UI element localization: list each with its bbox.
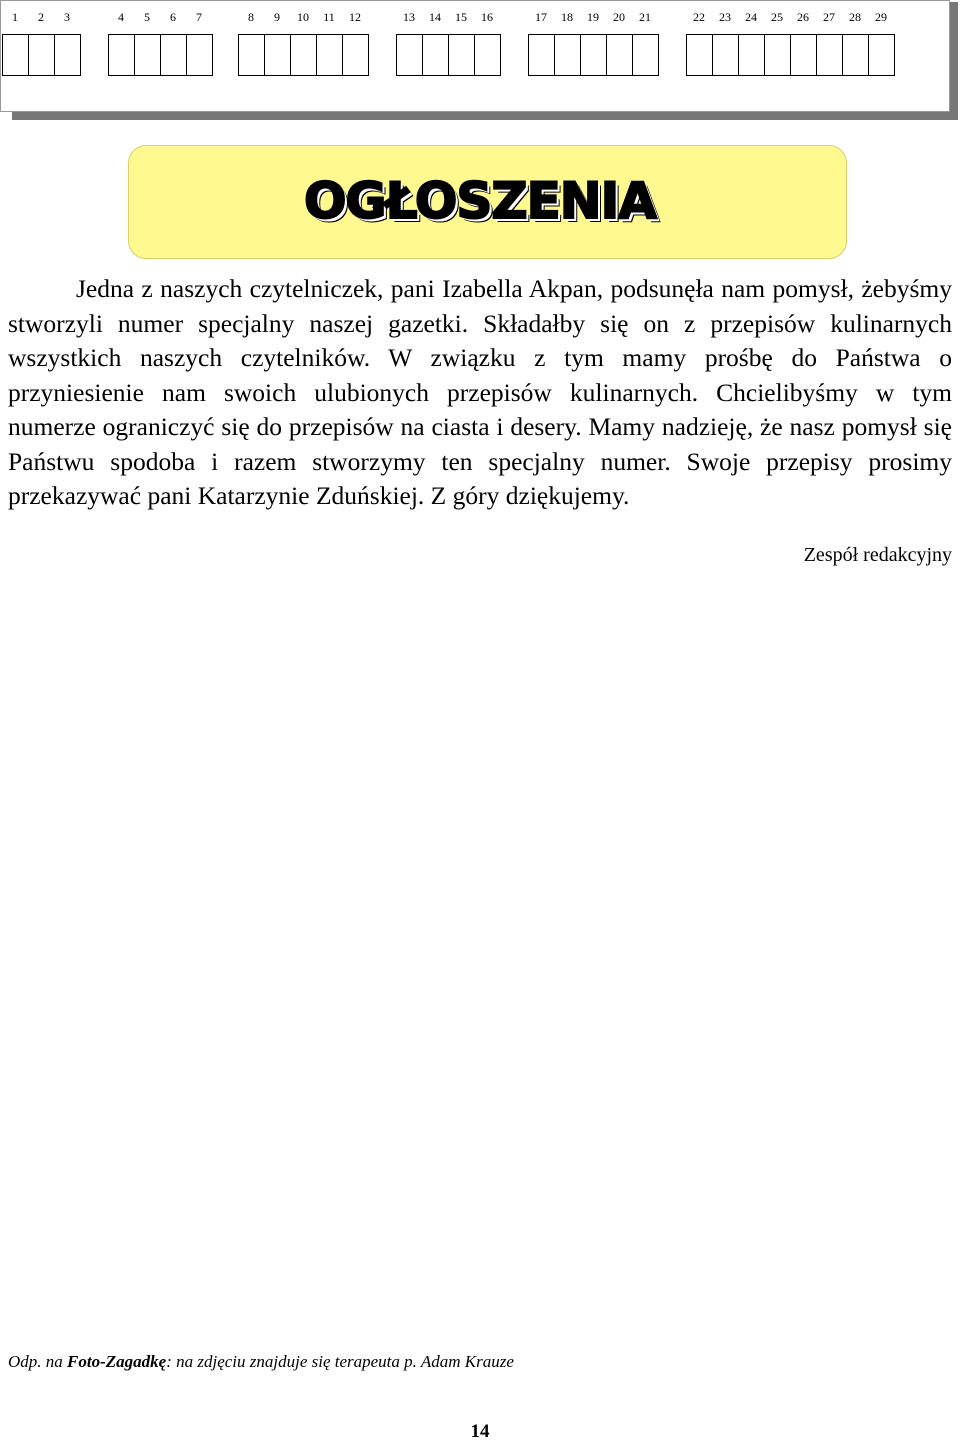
- grid-cell[interactable]: [765, 35, 791, 76]
- grid-cell[interactable]: [187, 35, 213, 76]
- grid-cell[interactable]: [109, 35, 135, 76]
- grid-number: 3: [64, 9, 70, 24]
- grid-numbers: [108, 0, 213, 34]
- grid-numbers: [2, 0, 81, 34]
- grid-numbers: [528, 0, 659, 34]
- grid-number: 26: [797, 9, 809, 24]
- grid-number: 15: [455, 9, 467, 24]
- grid-cells: [396, 34, 501, 76]
- grid-group: [686, 0, 895, 76]
- grid-number: 16: [481, 9, 493, 24]
- grid-cell[interactable]: [607, 35, 633, 76]
- grid-number: 24: [745, 9, 757, 24]
- grid-cell[interactable]: [791, 35, 817, 76]
- grid-cells: [686, 34, 895, 76]
- page-number: 14: [470, 1421, 490, 1442]
- grid-cell[interactable]: [291, 35, 317, 76]
- grid-cell[interactable]: [713, 35, 739, 76]
- grid-number: 17: [535, 9, 547, 24]
- grid-cell[interactable]: [475, 35, 501, 76]
- grid-cell[interactable]: [581, 35, 607, 76]
- grid-number: 18: [561, 9, 573, 24]
- photo-riddle-answer: [8, 1352, 514, 1372]
- grid-number: 20: [613, 9, 625, 24]
- grid-cells: [528, 34, 659, 76]
- banner-title: OGŁOSZENIA: [304, 172, 656, 230]
- grid-number: 22: [693, 9, 705, 24]
- grid-cell[interactable]: [265, 35, 291, 76]
- grid-cell[interactable]: [239, 35, 265, 76]
- grid-group: [396, 0, 501, 76]
- grid-group: [238, 0, 369, 76]
- grid-number: 29: [875, 9, 887, 24]
- grid-cell[interactable]: [869, 35, 895, 76]
- grid-number: 6: [170, 9, 176, 24]
- grid-cell[interactable]: [529, 35, 555, 76]
- grid-cells: [2, 34, 81, 76]
- grid-number: 11: [323, 9, 335, 24]
- grid-cells: [108, 34, 213, 76]
- grid-number: 4: [118, 9, 124, 24]
- grid-number: 25: [771, 9, 783, 24]
- grid-number: 9: [274, 9, 280, 24]
- grid-group: [2, 0, 81, 76]
- grid-cell[interactable]: [55, 35, 81, 76]
- grid-cell[interactable]: [161, 35, 187, 76]
- grid-cell[interactable]: [343, 35, 369, 76]
- answer-prefix: Odp. na: [8, 1352, 68, 1371]
- grid-cell[interactable]: [397, 35, 423, 76]
- grid-shadow: [12, 112, 958, 120]
- grid-number: 5: [144, 9, 150, 24]
- grid-cells: [238, 34, 369, 76]
- announcement-article: [8, 272, 952, 514]
- grid-cell[interactable]: [423, 35, 449, 76]
- grid-cell[interactable]: [633, 35, 659, 76]
- grid-number: 1: [12, 9, 18, 24]
- grid-numbers: [396, 0, 501, 34]
- grid-number: 19: [587, 9, 599, 24]
- grid-number: 10: [297, 9, 309, 24]
- grid-cell[interactable]: [449, 35, 475, 76]
- grid-number: 12: [349, 9, 361, 24]
- grid-numbers: [238, 0, 369, 34]
- article-body: Jedna z naszych czytelniczek, pani Izabella Akpan, podsunęła nam pomysł, żebyśmy stworzyli numer specjalny naszej gazetki. Składałby się on z przepisów kulinarnych wszystkich naszych czytelników. W związku z tym mamy prośbę do Państwa o przyniesienie nam swoich ulubionych przepisów kulinarnych. Chcielibyśmy w tym numerze ograniczyć się do przepisów na ciasta i desery. Mamy nadzieję, że nasz pomysł się Państwu spodoba i razem stworzymy ten specjalny numer. Swoje przepisy prosimy przekazywać pani Katarzynie Zduńskiej. Z góry dziękujemy.: [8, 274, 952, 510]
- grid-group: [108, 0, 213, 76]
- article-signature: Zespół redakcyjny: [803, 544, 952, 566]
- grid-cell[interactable]: [687, 35, 713, 76]
- grid-cell[interactable]: [29, 35, 55, 76]
- grid-number: 23: [719, 9, 731, 24]
- grid-number: 14: [429, 9, 441, 24]
- grid-number: 8: [248, 9, 254, 24]
- crossword-answer-grid: [0, 0, 952, 112]
- grid-cell[interactable]: [3, 35, 29, 76]
- grid-cell[interactable]: [843, 35, 869, 76]
- grid-cell[interactable]: [555, 35, 581, 76]
- grid-cell[interactable]: [817, 35, 843, 76]
- grid-number: 2: [38, 9, 44, 24]
- grid-cell[interactable]: [317, 35, 343, 76]
- grid-group: [528, 0, 659, 76]
- grid-number: 13: [403, 9, 415, 24]
- grid-numbers: [686, 0, 895, 34]
- grid-number: 27: [823, 9, 835, 24]
- grid-number: 21: [639, 9, 651, 24]
- grid-cell[interactable]: [739, 35, 765, 76]
- grid-number: 7: [196, 9, 202, 24]
- grid-shadow: [950, 2, 958, 120]
- grid-number: 28: [849, 9, 861, 24]
- grid-cell[interactable]: [135, 35, 161, 76]
- answer-bold-label: Foto-Zagadkę: [67, 1352, 167, 1371]
- answer-text: : na zdjęciu znajduje się terapeuta p. Adam Krauze: [166, 1352, 514, 1371]
